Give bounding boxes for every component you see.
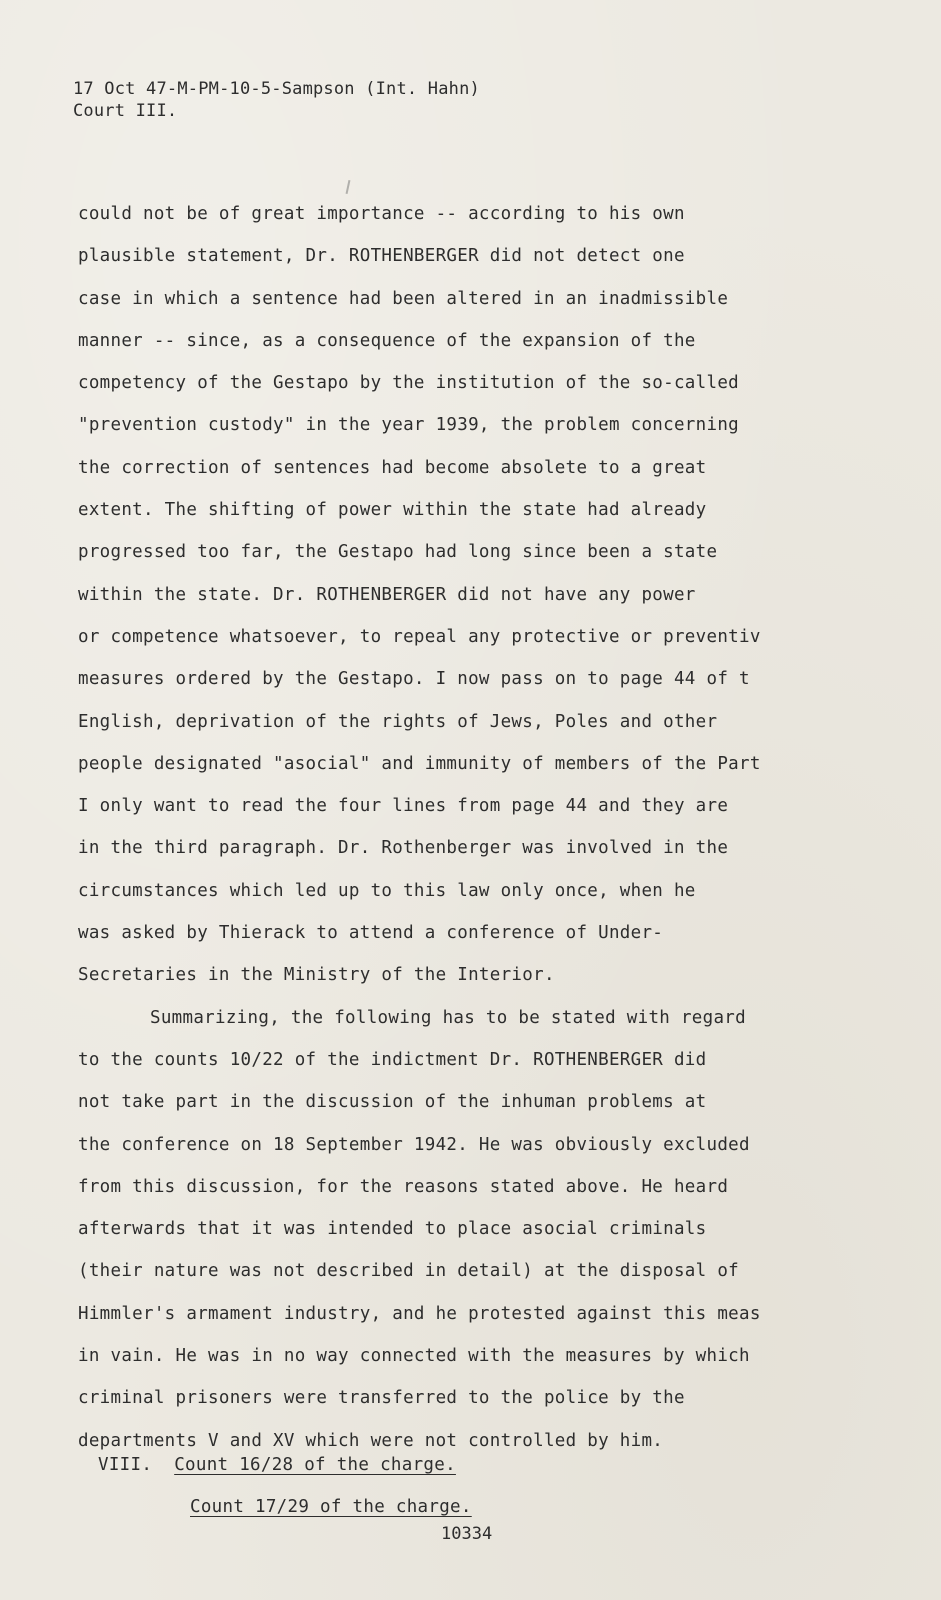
text-line: could not be of great importance -- according to his own: [78, 204, 685, 224]
body-text: [78, 193, 898, 1462]
text-line: to the counts 10/22 of the indictment Dr. ROTHENBERGER did: [78, 1049, 707, 1070]
text-line: not take part in the discussion of the inhuman problems at: [78, 1092, 707, 1113]
text-line: case in which a sentence had been altered in an inadmissible: [78, 288, 729, 309]
text-line: the correction of sentences had become absolete to a great: [78, 457, 707, 478]
text-line: extent. The shifting of power within the state had already: [78, 500, 707, 521]
text-line: afterwards that it was intended to place asocial criminals: [78, 1219, 707, 1240]
text-line: from this discussion, for the reasons stated above. He heard: [78, 1176, 729, 1197]
count-heading-2: Count 17/29 of the charge.: [190, 1497, 472, 1517]
transcript-header: [73, 78, 480, 122]
text-line: criminal prisoners were transferred to the police by the: [78, 1388, 685, 1409]
pen-mark: [346, 180, 351, 194]
text-line: people designated "asocial" and immunity of members of the Part: [78, 753, 761, 774]
text-line: manner -- since, as a consequence of the expansion of the: [78, 330, 696, 351]
text-line: plausible statement, Dr. ROTHENBERGER did not detect one: [78, 246, 685, 267]
text-line: circumstances which led up to this law only once, when he: [78, 880, 696, 901]
text-line: or competence whatsoever, to repeal any protective or preventiv: [78, 626, 761, 647]
text-line: departments V and XV which were not controlled by him.: [78, 1430, 664, 1451]
text-line: Himmler's armament industry, and he protested against this meas: [78, 1303, 761, 1324]
header-session-line: 17 Oct 47-M-PM-10-5-Sampson (Int. Hahn): [73, 79, 480, 99]
section-heading: [98, 1455, 456, 1475]
paragraph-start-line: Summarizing, the following has to be stated with regard: [150, 1007, 746, 1028]
section-roman-numeral: VIII.: [98, 1455, 153, 1475]
text-line: the conference on 18 September 1942. He was obviously excluded: [78, 1134, 750, 1155]
text-line: I only want to read the four lines from page 44 and they are: [78, 796, 729, 817]
text-line: measures ordered by the Gestapo. I now pass on to page 44 of t: [78, 669, 750, 690]
text-line: within the state. Dr. ROTHENBERGER did not have any power: [78, 584, 696, 605]
text-line: Secretaries in the Ministry of the Interior.: [78, 965, 555, 986]
header-court-line: Court III.: [73, 101, 178, 121]
text-line: "prevention custody" in the year 1939, the problem concerning: [78, 415, 739, 436]
text-line: progressed too far, the Gestapo had long since been a state: [78, 542, 718, 563]
text-line: was asked by Thierack to attend a conference of Under-: [78, 923, 664, 944]
text-line: in the third paragraph. Dr. Rothenberger was involved in the: [78, 838, 729, 859]
text-line: (their nature was not described in detail) at the disposal of: [78, 1261, 739, 1282]
subsection-heading: [190, 1497, 472, 1517]
text-line: competency of the Gestapo by the institution of the so-called: [78, 373, 739, 394]
text-line: English, deprivation of the rights of Jews, Poles and other: [78, 711, 718, 732]
text-line: in vain. He was in no way connected with the measures by which: [78, 1346, 750, 1367]
page-number: 10334: [441, 1524, 493, 1544]
count-heading-1: Count 16/28 of the charge.: [174, 1455, 456, 1475]
